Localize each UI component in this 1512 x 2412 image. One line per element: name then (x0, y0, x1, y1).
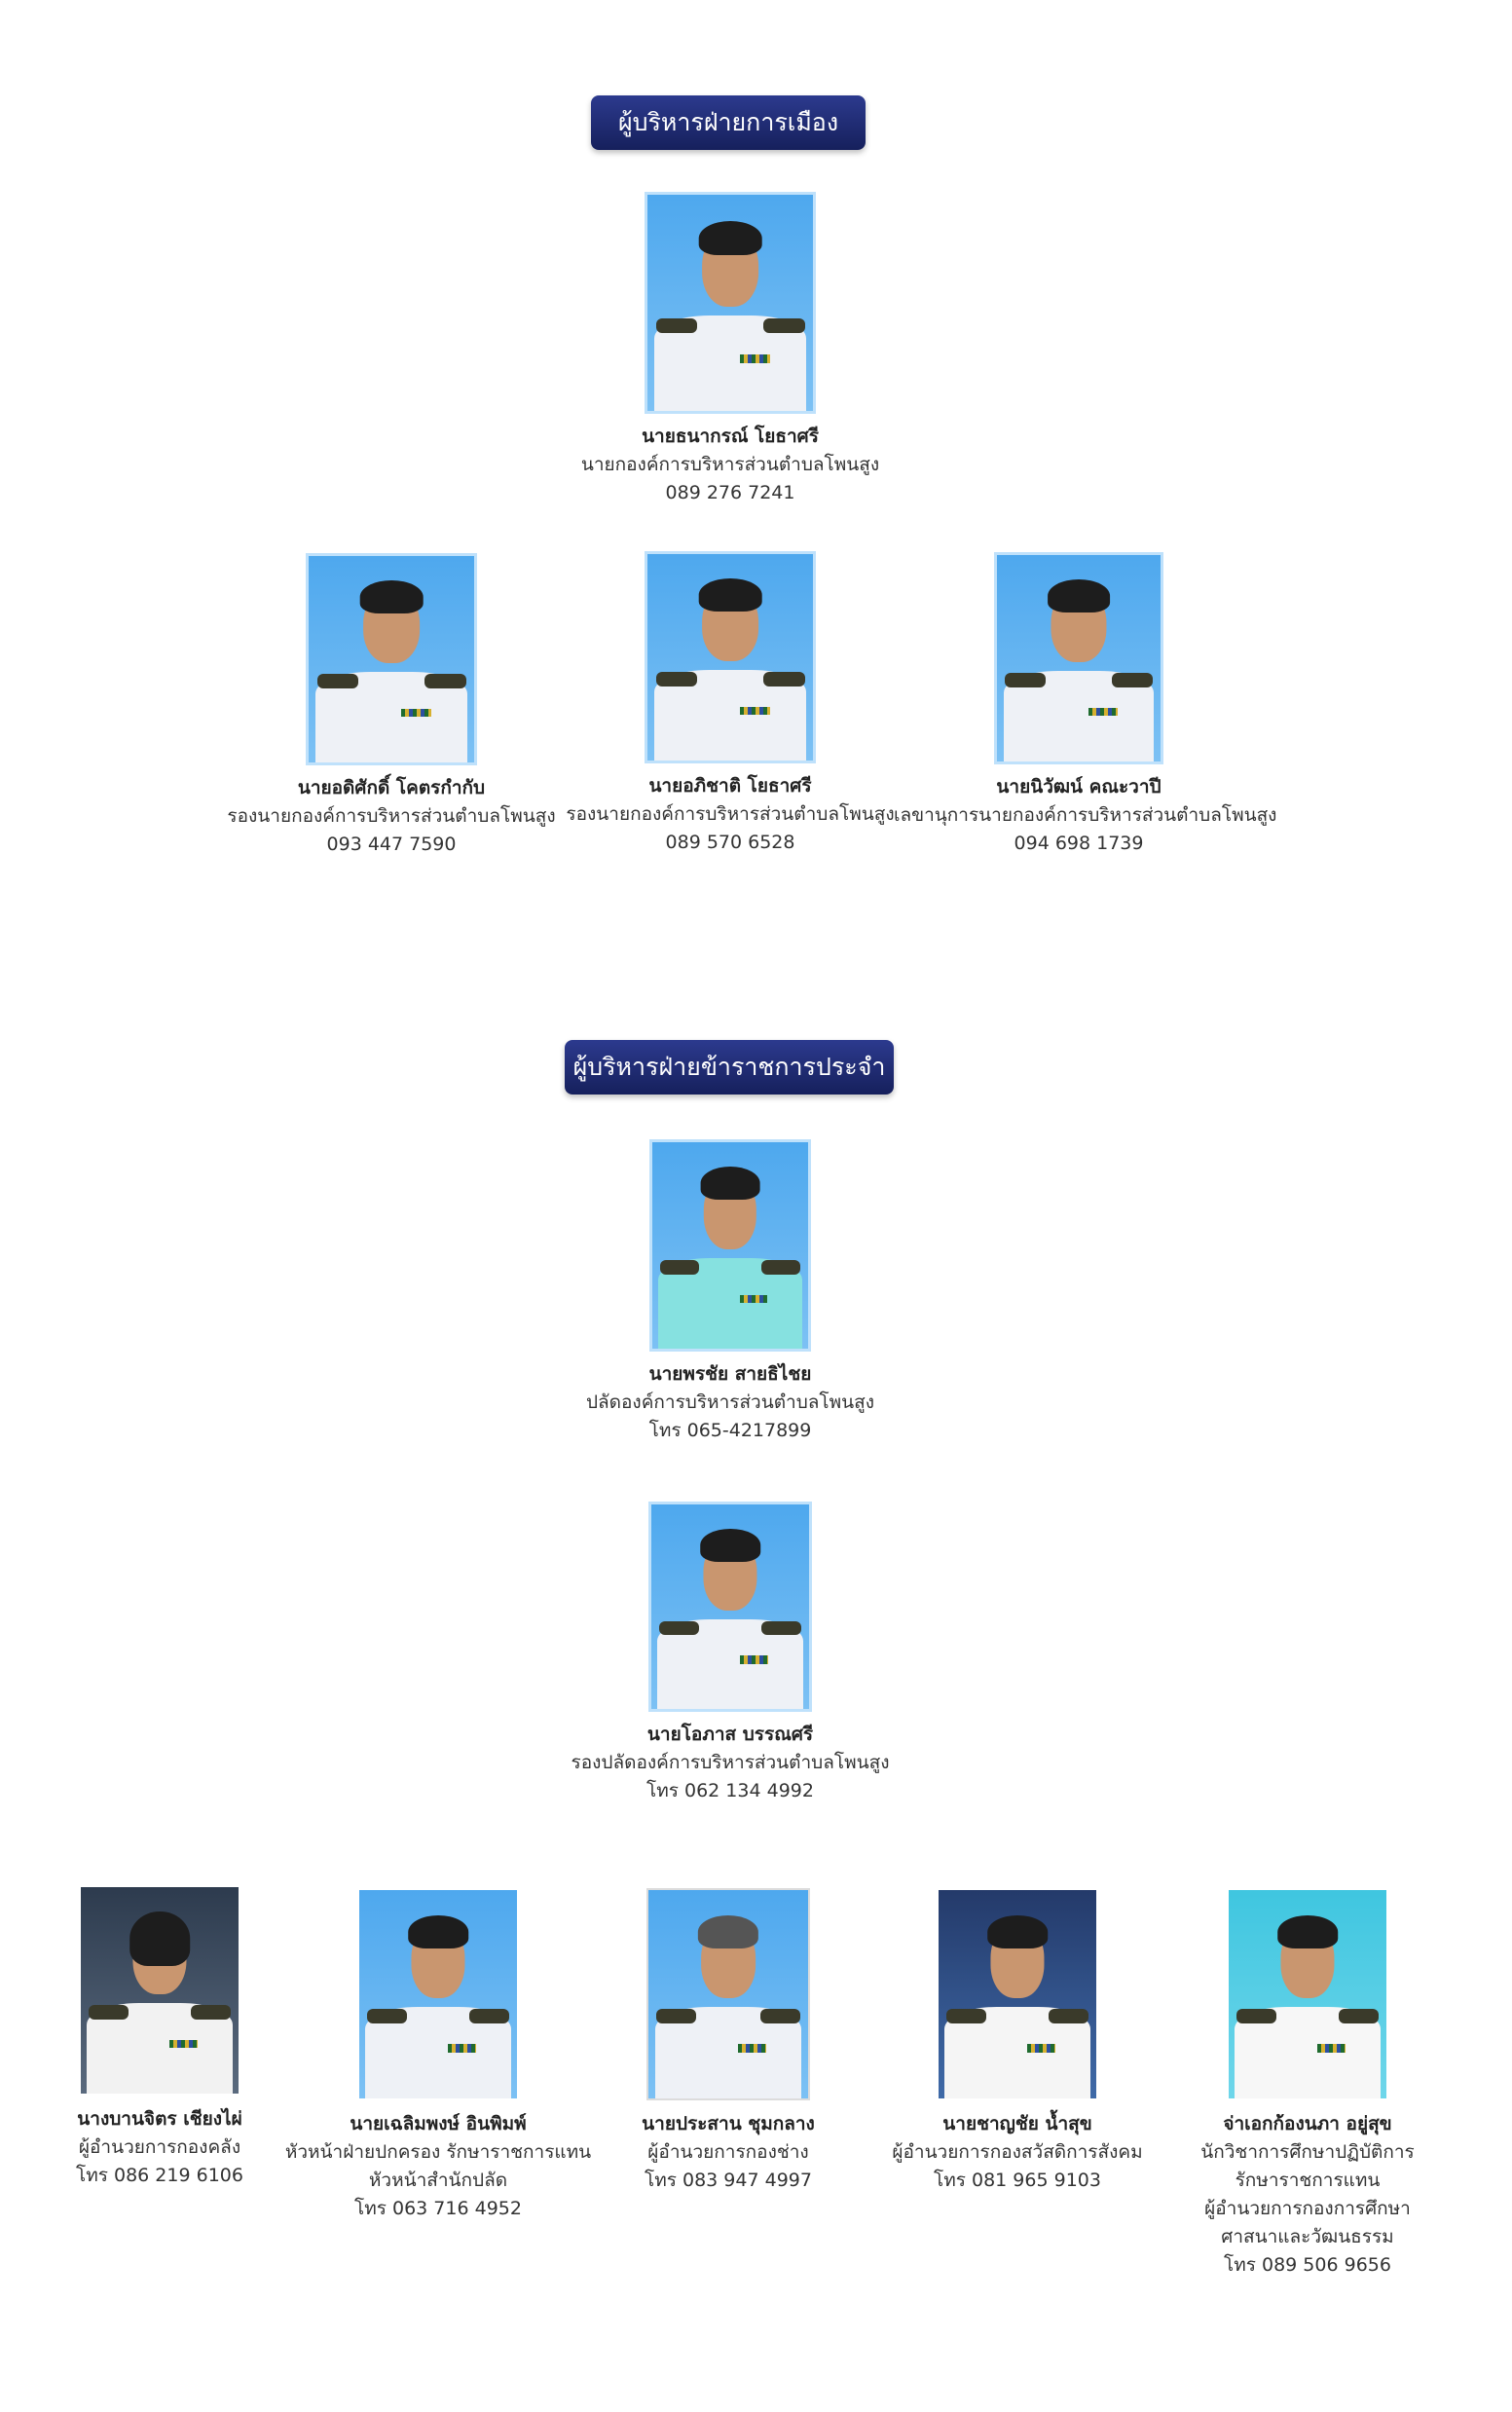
person-name: นายโอภาส บรรณศรี (646, 1724, 814, 1745)
person-card-mayor-secretary (894, 555, 1277, 858)
portrait-photo (647, 195, 813, 411)
person-phone: โทร 081 965 9103 (934, 2170, 1101, 2191)
person-name: นายนิวัฒน์ คณะวาปี (996, 776, 1162, 798)
person-card-deputy-chief-administrator (545, 1504, 915, 1805)
portrait-photo (647, 554, 813, 761)
person-position: เลขานุการนายกองค์การบริหารส่วนตำบลโพนสูง (894, 804, 1277, 826)
person-name: นายชาญชัย น้ำสุข (942, 2113, 1092, 2134)
person-position: นักวิชาการศึกษาปฏิบัติการ (1200, 2141, 1415, 2163)
person-position: รองปลัดองค์การบริหารส่วนตำบลโพนสูง (571, 1752, 890, 1773)
person-card-chief-administrator (545, 1142, 915, 1445)
person-phone: โทร 083 947 4997 (645, 2170, 812, 2191)
person-card-deputy-mayor-1 (206, 556, 576, 859)
person-position: นายกองค์การบริหารส่วนตำบลโพนสูง (580, 454, 880, 475)
person-phone: 089 570 6528 (665, 832, 795, 853)
person-card-mayor (545, 195, 915, 507)
person-position: ปลัดองค์การบริหารส่วนตำบลโพนสูง (585, 1392, 875, 1413)
portrait-photo (939, 1890, 1096, 2098)
person-position: หัวหน้าฝ่ายปกครอง รักษาราชการแทน (284, 2141, 592, 2163)
person-name: นายประสาน ชุมกลาง (642, 2113, 815, 2134)
person-position: ผู้อำนวยการกองสวัสดิการสังคม (892, 2141, 1143, 2163)
person-position: ผู้อำนวยการกองคลัง (78, 2136, 241, 2158)
portrait-photo (309, 556, 474, 762)
person-phone: โทร 062 134 4992 (646, 1780, 814, 1801)
person-card-deputy-mayor-2 (545, 554, 915, 857)
person-name: นายพรชัย สายธิไชย (648, 1363, 812, 1385)
person-card-education-director (1123, 1890, 1493, 2280)
person-name: นางบานจิตร เชียงไผ่ (77, 2108, 242, 2130)
person-phone: 093 447 7590 (326, 834, 457, 855)
section-title-political: ผู้บริหารฝ่ายการเมือง (591, 95, 866, 150)
person-position: รองนายกองค์การบริหารส่วนตำบลโพนสูง (227, 805, 556, 827)
person-phone: โทร 089 506 9656 (1224, 2254, 1391, 2276)
person-name: นายอภิชาติ โยธาศรี (648, 775, 812, 797)
person-phone: โทร 063 716 4952 (354, 2198, 522, 2219)
portrait-photo (997, 555, 1161, 761)
portrait-photo (648, 1890, 808, 2098)
person-position: รองนายกองค์การบริหารส่วนตำบลโพนสูง (566, 803, 895, 825)
portrait-photo (652, 1142, 808, 1349)
person-position-cont: ผู้อำนวยการกองการศึกษา (1204, 2198, 1411, 2219)
person-position: ผู้อำนวยการกองช่าง (647, 2141, 809, 2163)
person-position-cont: หัวหน้าสำนักปลัด (368, 2170, 508, 2191)
portrait-photo (81, 1887, 239, 2094)
portrait-photo (359, 1890, 517, 2098)
portrait-photo (1229, 1890, 1386, 2098)
person-phone: โทร 086 219 6106 (76, 2165, 243, 2186)
person-position-cont: รักษาราชการแทน (1235, 2170, 1381, 2191)
person-name: จ่าเอกก้องนภา อยู่สุข (1223, 2113, 1392, 2134)
person-phone: 094 698 1739 (1014, 833, 1144, 854)
person-phone: โทร 065-4217899 (648, 1420, 812, 1441)
person-phone: 089 276 7241 (665, 482, 795, 503)
person-position-cont: ศาสนาและวัฒนธรรม (1221, 2226, 1394, 2247)
person-name: นายเฉลิมพงษ์ อินพิมพ์ (350, 2113, 527, 2134)
person-name: นายธนากรณ์ โยธาศรี (642, 426, 819, 447)
person-name: นายอดิศักดิ์ โคตรกำกับ (297, 777, 486, 798)
portrait-photo (651, 1504, 809, 1709)
section-title-civil-service: ผู้บริหารฝ่ายข้าราชการประจำ (565, 1040, 894, 1095)
